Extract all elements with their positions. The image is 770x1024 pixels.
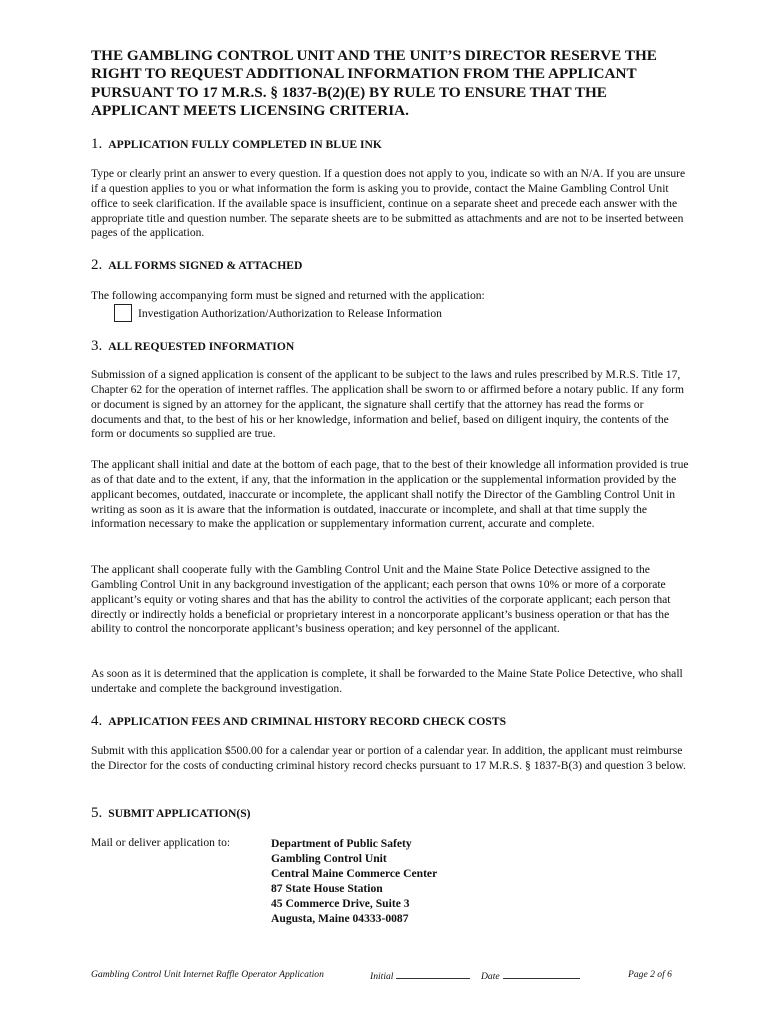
section-title: APPLICATION FEES AND CRIMINAL HISTORY RECORD CHECK COSTS (108, 715, 507, 728)
section-3-paragraph: The applicant shall initial and date at the bottom of each page, that to the best of their knowledge all information provided is true as of that date and to the extent, if any, that the information in the application or the supplemental information provided by the applicant becomes, outdated, inaccurate or incomplete, the applicant shall notify the Director of the Gambling Control Unit in writing as soon as it is aware that the information is outdated, inaccurate or incomplete, and shall at that time supply the information necessary to make the application or supplementary information current, accurate and complete. (91, 458, 689, 531)
section-title: SUBMIT APPLICATION(S) (108, 807, 251, 820)
section-number: 4. (91, 713, 103, 729)
section-title: ALL FORMS SIGNED & ATTACHED (108, 259, 303, 272)
section-4-title (91, 713, 506, 730)
mail-instruction-label: Mail or deliver application to: (91, 836, 231, 849)
mailing-address (271, 836, 437, 926)
section-3-paragraph: Submission of a signed application is consent of the applicant to be subject to the laws and rules prescribed by M.R.S. Title 17, Chapter 62 for the operation of internet raffles. The application shall be sworn to or affirmed before a notary public. If any form or document is signed by an attorney for the applicant, the signature shall certify that the attorney has read the forms or documents and that, to the best of his or her knowledge, information and belief, based on diligent inquiry, the contents of the form or documents so supplied are true. (91, 368, 685, 441)
address-line: Department of Public Safety (271, 837, 412, 850)
authorization-checkbox-label: Investigation Authorization/Authorization to Release Information (138, 306, 442, 320)
section-3-paragraph: The applicant shall cooperate fully with the Gambling Control Unit and the Maine State Police Detective assigned to the Gambling Control Unit in any background investigation of the applicant; each person that owns 10% or more of a corporate applicant’s equity or voting shares and that has the ability to control the activities of the corporate applicant; each person that directly or indirectly holds a beneficial or proprietary interest in a noncorporate applicant’s business operation or that has the ability to control the noncorporate applicant’s business operation; and key personnel of the applicant. (91, 563, 671, 636)
initial-line[interactable] (396, 969, 470, 979)
section-title: ALL REQUESTED INFORMATION (108, 340, 295, 353)
section-number: 3. (91, 338, 103, 354)
section-4-text: Submit with this application $500.00 for a calendar year or portion of a calendar year. In addition, the applicant must reimburse the Director for the costs of conducting criminal history record checks pursuant to 17 M.R.S. § 1837-B(3) and question 3 below. (91, 744, 686, 772)
address-line: Central Maine Commerce Center (271, 867, 438, 880)
section-title: APPLICATION FULLY COMPLETED IN BLUE INK (108, 138, 382, 151)
section-3-title (91, 338, 294, 355)
section-number: 1. (91, 136, 103, 152)
section-number: 5. (91, 805, 103, 821)
authorization-checkbox[interactable] (114, 304, 132, 322)
address-line: Gambling Control Unit (271, 852, 387, 865)
footer-page-number: Page 2 of 6 (628, 969, 672, 980)
section-2-title (91, 257, 302, 274)
section-number: 2. (91, 257, 103, 273)
address-line: 45 Commerce Drive, Suite 3 (271, 897, 410, 910)
address-line: Augusta, Maine 04333-0087 (271, 912, 409, 925)
page-heading: THE GAMBLING CONTROL UNIT AND THE UNIT’S DIRECTOR RESERVE THE RIGHT TO REQUEST ADDITIONAL INFORMATION FROM THE APPLICANT PURSUANT TO 17 M.R.S. § 1837-B(2)(E) BY RULE TO ENSURE THAT THE APPLICANT MEETS LICENSING CRITERIA. (91, 47, 657, 120)
authorization-checkbox-row (114, 304, 442, 322)
footer-date-field (481, 969, 580, 982)
date-label: Date (481, 971, 500, 982)
initial-label: Initial (370, 971, 394, 982)
section-1-title (91, 136, 382, 153)
section-1-text: Type or clearly print an answer to every question. If a question does not apply to you, indicate so with an N/A. If you are unsure if a question applies to you or what information the form is asking you to provide, contact the Maine Gambling Control Unit office to seek clarification. If the available space is insufficient, continue on a separate sheet and precede each answer with the appropriate title and question number. The separate sheets are to be submitted as attachments and are not to be inserted between pages of the application. (91, 167, 686, 240)
section-5-title (91, 805, 251, 822)
date-line[interactable] (503, 969, 580, 979)
section-3-paragraph: As soon as it is determined that the application is complete, it shall be forwarded to the Maine State Police Detective, who shall undertake and complete the background investigation. (91, 667, 683, 695)
section-2-text: The following accompanying form must be signed and returned with the application: (91, 289, 485, 302)
address-line: 87 State House Station (271, 882, 383, 895)
footer-document-title: Gambling Control Unit Internet Raffle Operator Application (91, 969, 324, 980)
footer-initial-field (370, 969, 470, 982)
